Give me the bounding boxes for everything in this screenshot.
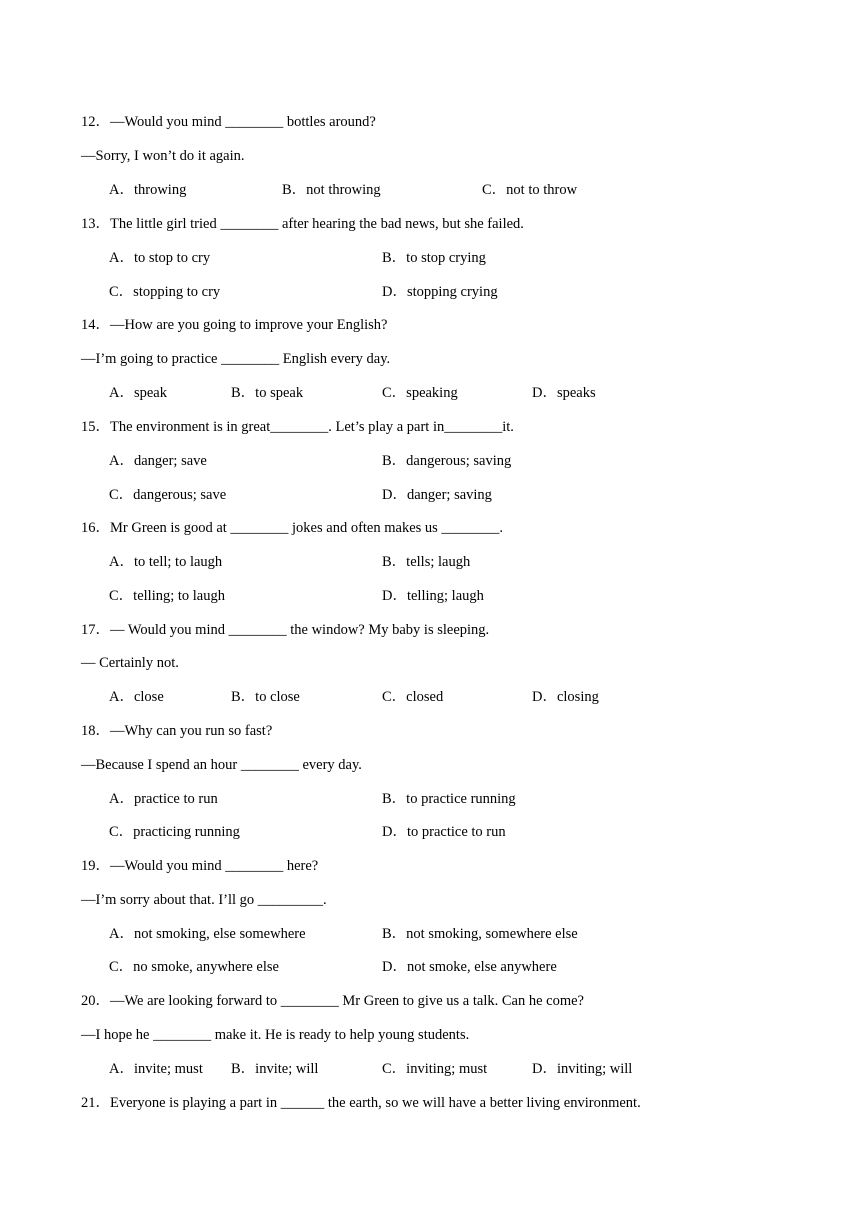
question-21-stem: 21．Everyone is playing a part in ______ the earth, so we will have a better living environment. [81, 1095, 641, 1111]
question-16-option-b: B．tells; laugh [382, 554, 471, 570]
question-17-stem: 17．— Would you mind ________ the window? My baby is sleeping. [81, 622, 490, 638]
question-15-option-a: A．danger; save [109, 453, 207, 469]
question-12-option-b: B．not throwing [282, 182, 381, 198]
question-13-option-b: B．to stop crying [382, 250, 486, 266]
question-17-option-c: C．closed [382, 689, 444, 705]
question-17-option-d: D．closing [532, 689, 599, 705]
question-15-option-b: B．dangerous; saving [382, 453, 512, 469]
question-20-stem: 20．—We are looking forward to ________ Mr Green to give us a talk. Can he come? [81, 993, 584, 1009]
question-19-option-c: C．no smoke, anywhere else [109, 959, 279, 975]
question-19-option-a: A．not smoking, else somewhere [109, 926, 306, 942]
question-15-option-c: C．dangerous; save [109, 487, 227, 503]
question-19-stem: 19．—Would you mind ________ here? [81, 858, 319, 874]
question-16-option-a: A．to tell; to laugh [109, 554, 223, 570]
question-20-option-d: D．inviting; will [532, 1061, 633, 1077]
question-18-option-a: A．practice to run [109, 791, 218, 807]
question-17-reply: — Certainly not. [81, 655, 179, 671]
question-14-option-a: A．speak [109, 385, 167, 401]
question-14-option-c: C．speaking [382, 385, 458, 401]
question-16-option-d: D．telling; laugh [382, 588, 484, 604]
question-14-option-b: B．to speak [231, 385, 304, 401]
question-18-reply: —Because I spend an hour ________ every day. [81, 757, 362, 773]
question-18-option-d: D．to practice to run [382, 824, 506, 840]
question-17-option-a: A．close [109, 689, 164, 705]
question-12-stem: 12．—Would you mind ________ bottles around? [81, 114, 376, 130]
question-19-option-b: B．not smoking, somewhere else [382, 926, 578, 942]
question-20-option-a: A．invite; must [109, 1061, 203, 1077]
question-12-option-a: A．throwing [109, 182, 187, 198]
question-12-reply: —Sorry, I won’t do it again. [81, 148, 245, 164]
question-19-reply: —I’m sorry about that. I’ll go _________. [81, 892, 327, 908]
question-14-reply: —I’m going to practice ________ English every day. [81, 351, 391, 367]
question-14-stem: 14．—How are you going to improve your English? [81, 317, 388, 333]
question-18-stem: 18．—Why can you run so fast? [81, 723, 273, 739]
question-15-stem: 15．The environment is in great________. Let’s play a part in________it. [81, 419, 514, 435]
question-12-option-c: C．not to throw [482, 182, 578, 198]
question-20-reply: —I hope he ________ make it. He is ready to help young students. [81, 1027, 470, 1043]
question-13-stem: 13．The little girl tried ________ after hearing the bad news, but she failed. [81, 216, 524, 232]
question-15-option-d: D．danger; saving [382, 487, 492, 503]
question-13-option-a: A．to stop to cry [109, 250, 211, 266]
question-16-stem: 16．Mr Green is good at ________ jokes and often makes us ________. [81, 520, 504, 536]
question-18-option-c: C．practicing running [109, 824, 240, 840]
question-19-option-d: D．not smoke, else anywhere [382, 959, 557, 975]
question-20-option-b: B．invite; will [231, 1061, 319, 1077]
question-13-option-d: D．stopping crying [382, 284, 498, 300]
question-17-option-b: B．to close [231, 689, 300, 705]
question-20-option-c: C．inviting; must [382, 1061, 488, 1077]
question-16-option-c: C．telling; to laugh [109, 588, 225, 604]
question-18-option-b: B．to practice running [382, 791, 516, 807]
question-14-option-d: D．speaks [532, 385, 596, 401]
question-13-option-c: C．stopping to cry [109, 284, 221, 300]
